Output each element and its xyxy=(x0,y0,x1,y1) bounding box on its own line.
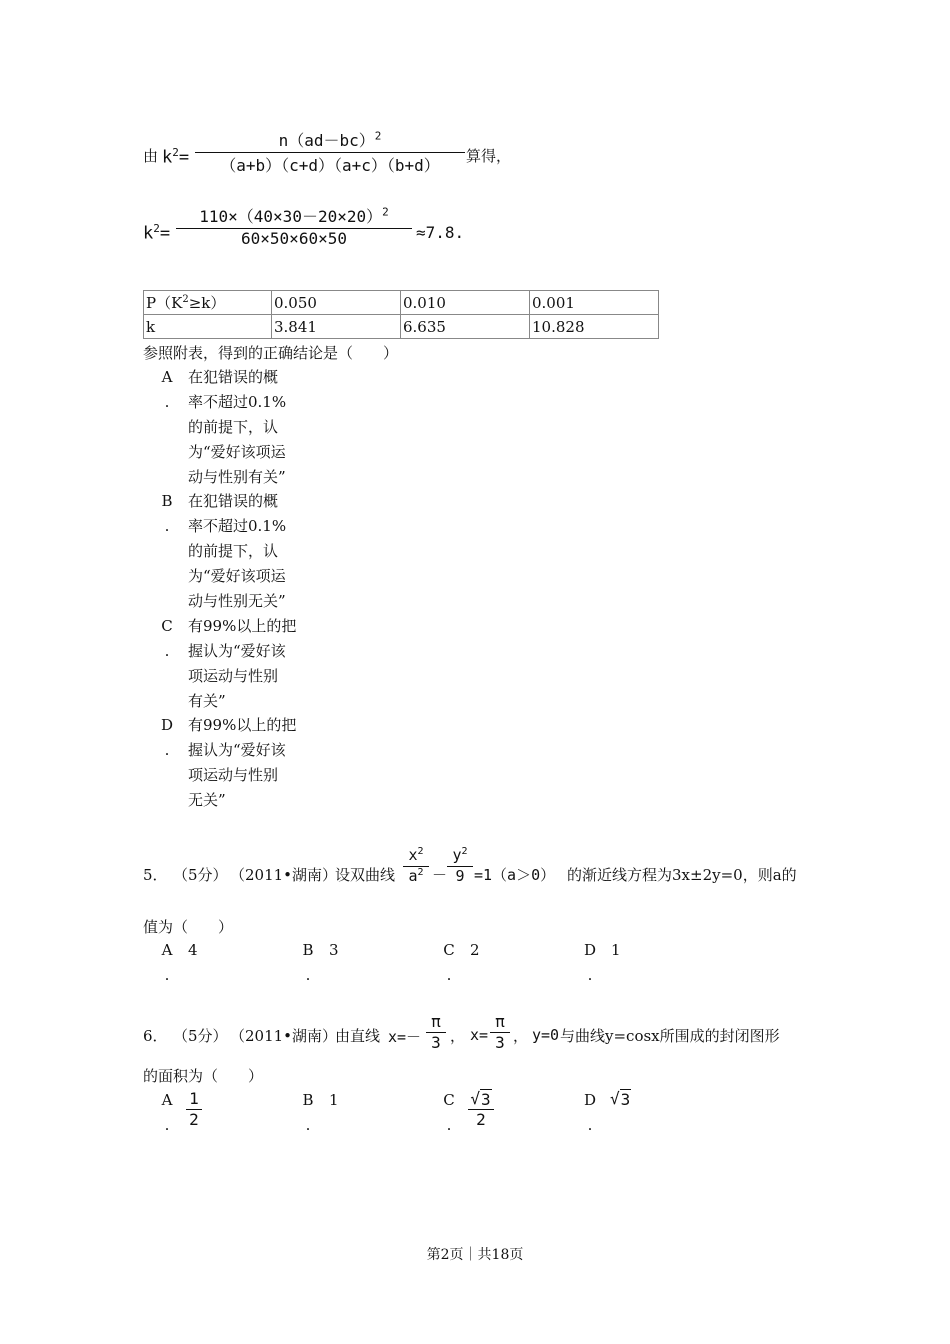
option-dot: . xyxy=(164,966,170,984)
option-letter: D xyxy=(583,941,597,959)
q5-frac-y2-9: $y^2$ 9 xyxy=(447,846,473,887)
q6-score: （5分） xyxy=(173,1027,228,1045)
table-cell: 0.010 xyxy=(401,291,530,315)
formula1-numerator-exp: 2 xyxy=(374,129,382,143)
option-letter: B xyxy=(302,1091,314,1109)
q6-y0: y=0 xyxy=(532,1026,560,1044)
formula2-numerator: 110×（40×30－20×20） xyxy=(199,207,383,226)
q6-source: （2011•湖南） xyxy=(230,1027,338,1045)
table-row xyxy=(144,291,659,315)
q6-number: 6． xyxy=(143,1027,168,1045)
option-letter: B xyxy=(302,941,314,959)
option-letter: C xyxy=(443,941,455,959)
option-letter: A xyxy=(161,941,173,959)
q4-prompt: 参照附表，得到的正确结论是（ ） xyxy=(143,344,399,362)
option-letter: C xyxy=(161,617,173,635)
table-cell-label: k xyxy=(144,315,272,339)
formula1-tail: 算得， xyxy=(466,147,512,165)
option-dot: . xyxy=(164,517,170,535)
option-letter: D xyxy=(160,716,174,734)
formula1-lead: 由 xyxy=(143,147,159,165)
formula2-fraction xyxy=(176,204,412,251)
q5-source: （2011•湖南） xyxy=(230,866,338,884)
q5-text-pre: 设双曲线 xyxy=(335,866,396,884)
formula2-denominator: 60×50×60×50 xyxy=(241,229,347,248)
option-text: 在犯错误的概 率不超过0.1% 的前提下，认 为“爱好该项运 动与性别有关” xyxy=(188,368,287,486)
option-dot: . xyxy=(446,1116,452,1134)
option-text: 有99%以上的把 握认为“爱好该 项运动与性别 有关” xyxy=(188,617,297,710)
table-cell-label: $P(K^2\ge k)$ xyxy=(144,291,272,315)
q6-frac-pi-3-a: π 3 xyxy=(426,1012,446,1053)
table-cell: 3.841 xyxy=(272,315,401,339)
formula1-numerator: n（ad－bc） xyxy=(278,131,375,150)
option-dot: . xyxy=(446,966,452,984)
option-letter: A xyxy=(161,1091,173,1109)
option-letter: D xyxy=(583,1091,597,1109)
formula2-lhs: $k^2=$ xyxy=(143,222,171,244)
q6-x2-pre: x= xyxy=(470,1026,489,1044)
table-cell: 6.635 xyxy=(401,315,530,339)
table-cell: 0.001 xyxy=(530,291,659,315)
q6-comma2: ， xyxy=(513,1027,529,1045)
formula1-lhs: $k^2=$ xyxy=(162,146,190,168)
q6-text-post: 与曲线y=cosx所围成的封闭图形 xyxy=(560,1027,780,1045)
q5-line2: 值为（ ） xyxy=(143,918,234,936)
q6-text-pre: 由直线 xyxy=(335,1027,381,1045)
q6-comma1: ， xyxy=(450,1027,466,1045)
option-text: 在犯错误的概 率不超过0.1% 的前提下，认 为“爱好该项运 动与性别无关” xyxy=(188,492,287,610)
option-dot: . xyxy=(305,1116,311,1134)
q5-minus: － xyxy=(432,866,448,884)
option-letter: A xyxy=(161,368,173,386)
option-dot: . xyxy=(164,642,170,660)
option-value: 3 xyxy=(329,941,339,959)
page-footer: 第2页｜共18页 xyxy=(426,1247,524,1263)
option-dot: . xyxy=(305,966,311,984)
option-fraction: √ 3 2 xyxy=(468,1089,494,1130)
formula1-fraction xyxy=(195,128,465,175)
q6-x1-pre: x=－ xyxy=(388,1028,422,1046)
table-row xyxy=(144,315,659,339)
formula1-denominator: （a+b）（c+d）（a+c）（b+d） xyxy=(220,156,440,175)
q5-score: （5分） xyxy=(173,866,228,884)
table-cell: 0.050 xyxy=(272,291,401,315)
q5-number: 5． xyxy=(143,866,168,884)
q6-line2: 的面积为（ ） xyxy=(143,1067,264,1085)
q5-frac-x2-a2: $x^2$ $a^2$ xyxy=(403,846,429,887)
critical-value-table xyxy=(143,290,659,339)
option-letter: B xyxy=(161,492,173,510)
option-dot: . xyxy=(587,1116,593,1134)
option-dot: . xyxy=(164,1116,170,1134)
option-dot: . xyxy=(587,966,593,984)
option-letter: C xyxy=(443,1091,455,1109)
formula2-result: ≈7.8. xyxy=(416,223,465,242)
q5-text-post: 的渐近线方程为3x±2y=0，则a的 xyxy=(567,866,797,884)
option-value: 1 xyxy=(611,941,621,959)
option-value: 4 xyxy=(188,941,198,959)
option-sqrt: √ 3 xyxy=(610,1089,631,1109)
formula2-numerator-exp: 2 xyxy=(382,205,389,219)
option-value: 1 xyxy=(329,1091,339,1109)
option-value: 2 xyxy=(470,941,480,959)
q6-frac-pi-3-b: π 3 xyxy=(490,1012,510,1053)
option-fraction: 1 2 xyxy=(186,1089,202,1130)
table-cell: 10.828 xyxy=(530,315,659,339)
q5-eq-tail: =1（a＞0） xyxy=(474,866,556,884)
option-text: 有99%以上的把 握认为“爱好该 项运动与性别 无关” xyxy=(188,716,297,809)
option-dot: . xyxy=(164,741,170,759)
option-dot: . xyxy=(164,393,170,411)
